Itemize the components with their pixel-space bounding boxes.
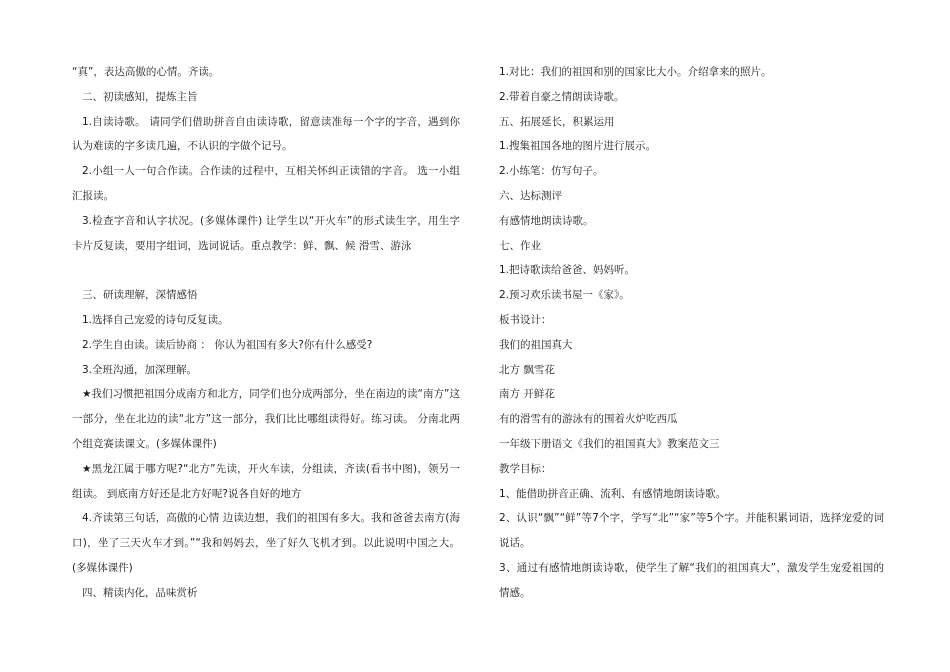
paragraph: 二、初读感知，提炼主旨 xyxy=(82,90,198,103)
paragraph: 四、精读内化，品味赏析 xyxy=(82,586,198,599)
paragraph: 1.对比：我们的祖国和别的国家比大小。介绍拿来的照片。 xyxy=(499,66,772,78)
paragraph: 2.预习欢乐读书屋一《家》。 xyxy=(499,289,630,302)
paragraph: 2.学生自由读。读后协商 ： 你认为祖国有多大?你有什么感受? xyxy=(82,338,373,351)
paragraph: ★黑龙江属于哪方呢?“北方”先读，开火车读，分组读，齐读(看书中图)，领另一组读。 到底南方好还是北方好呢?说各自好的地方 xyxy=(72,462,460,500)
paragraph: 六、达标测评 xyxy=(499,189,562,202)
paragraph: 有感情地朗读诗歌。 xyxy=(499,214,594,227)
right-column xyxy=(499,60,884,606)
paragraph: “真”，表达高傲的心情。齐读。 xyxy=(72,66,220,78)
paragraph: 3.检查字音和认字状况。(多媒体课件) 让学生以“开火车”的形式读生字，用生字卡片反复读，要用字组词，选词说话。重点教学：鲜、飘、候 滑雪、游泳 xyxy=(72,214,460,252)
paragraph: 2.小练笔：仿写句子。 xyxy=(499,165,604,178)
paragraph: 有的滑雪有的游泳有的围着火炉吃西瓜 xyxy=(499,413,678,426)
paragraph: 教学目标： xyxy=(499,462,552,475)
paragraph: 南方 开鲜花 xyxy=(499,388,555,401)
paragraph: 2、认识“飘”“鲜”等7个字，学写“北”“家”等5个字。并能积累词语，选择宠爱的词说话。 xyxy=(499,512,884,550)
paragraph xyxy=(72,258,460,283)
paragraph: 4.齐读第三句话，高傲的心情 边读边想，我们的祖国有多大。我和爸爸去南方(海口)，坐了三天火车才到。”“我和妈妈去，坐了好久飞机才到。以此说明中国之大。(多媒体课件) xyxy=(72,512,460,574)
paragraph: 1.自读诗歌。 请同学们借助拼音自由读诗歌，留意读准每一个字的字音，遇到你认为难读的字多读几遍，不认识的字做个记号。 xyxy=(72,115,460,153)
paragraph: 1.把诗歌读给爸爸、妈妈听。 xyxy=(499,264,636,277)
paragraph: 3、通过有感情地朗读诗歌，使学生了解“我们的祖国真大”，激发学生宠爱祖国的情感。 xyxy=(499,561,884,599)
paragraph: 1.搜集祖国各地的图片进行展示。 xyxy=(499,140,657,153)
paragraph: 七、作业 xyxy=(499,239,541,252)
paragraph: 1、能借助拼音正确、流利、有感情地朗读诗歌。 xyxy=(499,487,727,500)
paragraph: 我们的祖国真大 xyxy=(499,338,573,351)
paragraph: ★我们习惯把祖国分成南方和北方，同学们也分成两部分，坐在南边的读“南方”这一部分，坐在北边的读“北方”这一部分，我们比比哪组读得好。练习读。 分南北两个组竞赛读课文。(多媒体课件) xyxy=(72,388,460,450)
paragraph: 2.带着自豪之情朗读诗歌。 xyxy=(499,90,625,103)
paragraph: 五、拓展延长，积累运用 xyxy=(499,115,615,128)
paragraph: 一年级下册语文《我们的祖国真大》教案范文三 xyxy=(499,437,720,450)
paragraph: 板书设计： xyxy=(499,313,552,326)
paragraph: 1.选择自己宠爱的诗句反复读。 xyxy=(82,313,229,326)
paragraph: 北方 飘雪花 xyxy=(499,363,555,376)
paragraph: 3.全班沟通，加深理解。 xyxy=(82,363,198,376)
left-column xyxy=(72,60,460,606)
paragraph: 三、研读理解，深情感悟 xyxy=(82,289,198,302)
paragraph: 2.小组一人一句合作读。合作读的过程中，互相关怀纠正读错的字音。 选一小组汇报读。 xyxy=(72,165,460,202)
